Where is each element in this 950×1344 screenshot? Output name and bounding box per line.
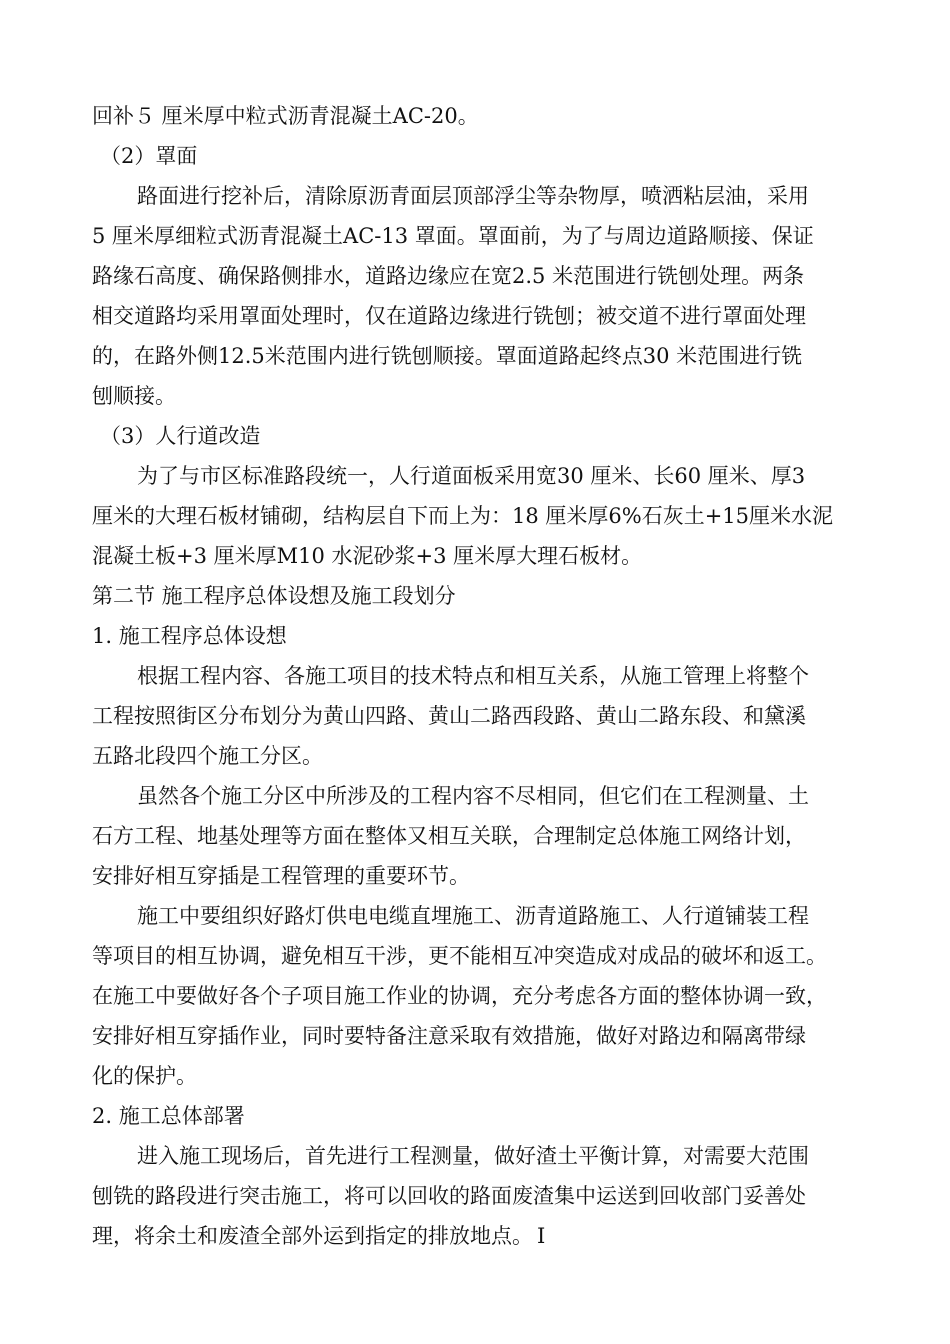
paragraph-line: 施工中要组织好路灯供电电缆直埋施工、沥青道路施工、人行道铺装工程 xyxy=(137,904,809,928)
paragraph-line: 安排好相互穿插作业，同时要特备注意采取有效措施，做好对路边和隔离带绿 xyxy=(92,1024,806,1048)
paragraph-line: 厘米的大理石板材铺砌，结构层自下而上为：18 厘米厚6%石灰土+15厘米水泥 xyxy=(92,504,834,528)
paragraph-line: 混凝土板+3 厘米厚M10 水泥砂浆+3 厘米厚大理石板材。 xyxy=(92,544,643,568)
subheading-sidewalk: （3）人行道改造 xyxy=(100,424,261,448)
paragraph-line: 刨铣的路段进行突击施工，将可以回收的路面废渣集中运送到回收部门妥善处 xyxy=(92,1184,806,1208)
paragraph-line: 5 厘米厚细粒式沥青混凝土AC-13 罩面。罩面前，为了与周边道路顺接、保证 xyxy=(92,224,814,248)
subheading-cover: （2）罩面 xyxy=(100,144,198,168)
section-heading: 第二节 施工程序总体设想及施工段划分 xyxy=(92,584,456,608)
paragraph-line: 石方工程、地基处理等方面在整体又相互关联，合理制定总体施工网络计划， xyxy=(92,824,806,848)
paragraph-line: 在施工中要做好各个子项目施工作业的协调，充分考虑各方面的整体协调一致， xyxy=(92,984,827,1008)
paragraph-line: 进入施工现场后，首先进行工程测量，做好渣土平衡计算，对需要大范围 xyxy=(137,1144,809,1168)
paragraph-line: 安排好相互穿插是工程管理的重要环节。 xyxy=(92,864,470,888)
paragraph-line: 路缘石高度、确保路侧排水，道路边缘应在宽2.5 米范围进行铣刨处理。两条 xyxy=(92,264,805,288)
subheading-program: 1. 施工程序总体设想 xyxy=(92,624,287,648)
paragraph-line: 相交道路均采用罩面处理时，仅在道路边缘进行铣刨；被交道不进行罩面处理 xyxy=(92,304,806,328)
text-cursor[interactable]: I xyxy=(537,1224,546,1248)
paragraph-line: 等项目的相互协调，避免相互干涉，更不能相互冲突造成对成品的破坏和返工。 xyxy=(92,944,827,968)
paragraph-line: 回补５ 厘米厚中粒式沥青混凝土AC-20。 xyxy=(92,104,479,128)
paragraph-line: 的，在路外侧12.5米范围内进行铣刨顺接。罩面道路起终点30 米范围进行铣 xyxy=(92,344,803,368)
paragraph-line: 刨顺接。 xyxy=(92,384,176,408)
paragraph-text: 理，将余土和废渣全部外运到指定的排放地点。 xyxy=(92,1224,533,1248)
subheading-deployment: 2. 施工总体部署 xyxy=(92,1104,245,1128)
paragraph-line: 为了与市区标准路段统一，人行道面板采用宽30 厘米、长60 厘米、厚3 xyxy=(137,464,806,488)
paragraph-line: 五路北段四个施工分区。 xyxy=(92,744,323,768)
paragraph-line: 化的保护。 xyxy=(92,1064,197,1088)
paragraph-line: 路面进行挖补后，清除原沥青面层顶部浮尘等杂物厚，喷洒粘层油，采用 xyxy=(137,184,809,208)
paragraph-line-last xyxy=(92,1222,545,1250)
paragraph-line: 工程按照街区分布划分为黄山四路、黄山二路西段路、黄山二路东段、和黛溪 xyxy=(92,704,806,728)
paragraph-line: 根据工程内容、各施工项目的技术特点和相互关系，从施工管理上将整个 xyxy=(137,664,809,688)
paragraph-line: 虽然各个施工分区中所涉及的工程内容不尽相同，但它们在工程测量、土 xyxy=(137,784,809,808)
